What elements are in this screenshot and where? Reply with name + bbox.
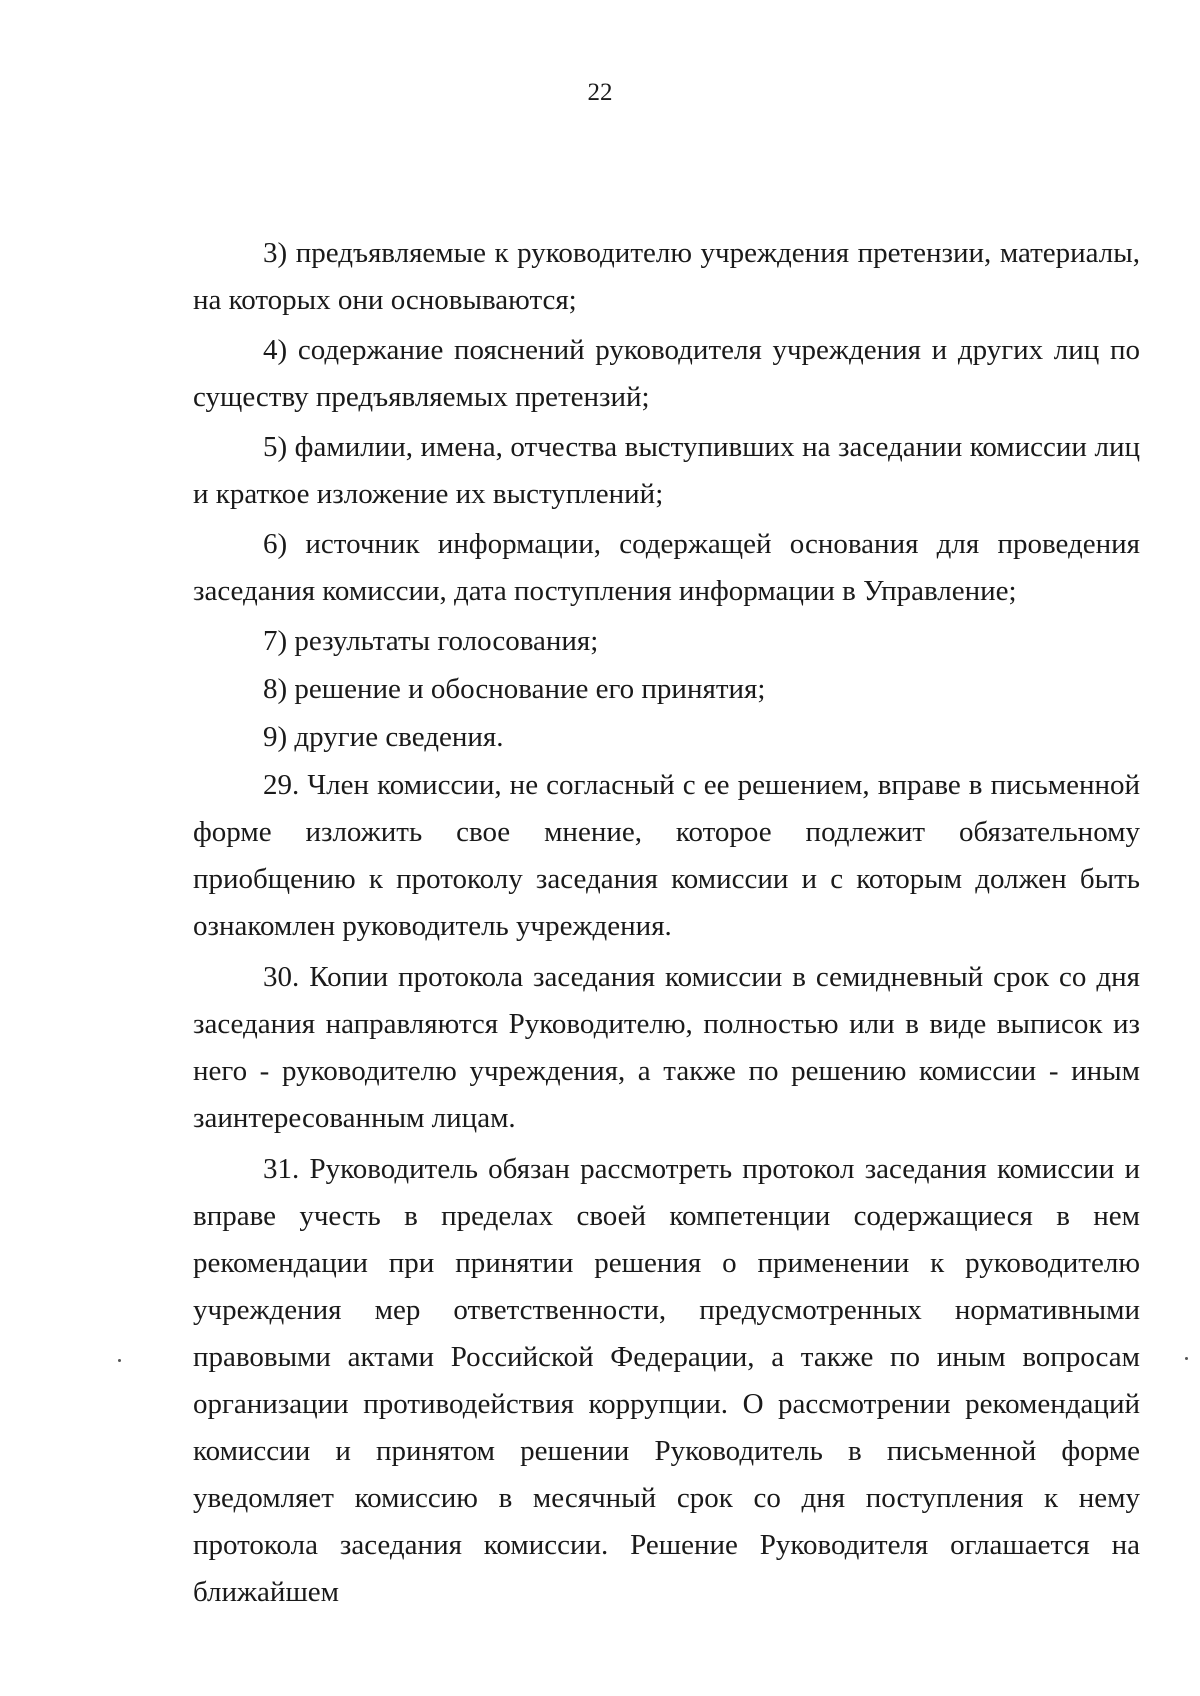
list-item-5: 5) фамилии, имена, отчества выступивших на заседании комиссии лиц и краткое изложение их выступлений; — [193, 431, 1140, 510]
list-item-8: 8) решение и обоснование его принятия; — [263, 673, 766, 705]
clause-30: 30. Копии протокола заседания комиссии в семидневный срок со дня заседания направляются Руководителю, полностью или в виде выписок из него - руководителю учреждения, а также по решению комиссии - иным заинтересованным лицам. — [193, 961, 1140, 1134]
scan-speck — [118, 1359, 121, 1362]
list-item-7: 7) результаты голосования; — [263, 625, 599, 657]
list-item-9: 9) другие сведения. — [263, 721, 504, 753]
list-item-3: 3) предъявляемые к руководителю учреждения претензии, материалы, на которых они основываются; — [193, 237, 1140, 316]
scan-speck — [1185, 1357, 1188, 1360]
page-number: 22 — [587, 79, 613, 106]
clause-29: 29. Член комиссии, не согласный с ее решением, вправе в письменной форме изложить свое мнение, которое подлежит обязательному приобщению к протоколу заседания комиссии и с которым должен быть ознакомлен руководитель учреждения. — [193, 769, 1140, 942]
clause-31: 31. Руководитель обязан рассмотреть протокол заседания комиссии и вправе учесть в пределах своей компетенции содержащиеся в нем рекомендации при принятии решения о применении к руководителю учреждения мер ответственности, предусмотренных нормативными правовыми актами Российской Федерации, а также по иным вопросам организации противодействия коррупции. О рассмотрении рекомендаций комиссии и принятом решении Руководитель в письменной форме уведомляет комиссию в месячный срок со дня поступления к нему протокола заседания комиссии. Решение Руководителя оглашается на ближайшем — [193, 1153, 1140, 1608]
list-item-4: 4) содержание пояснений руководителя учреждения и других лиц по существу предъявляемых претензий; — [193, 334, 1140, 413]
document-body — [193, 230, 1140, 1616]
list-item-6: 6) источник информации, содержащей основания для проведения заседания комиссии, дата поступления информации в Управление; — [193, 528, 1140, 607]
